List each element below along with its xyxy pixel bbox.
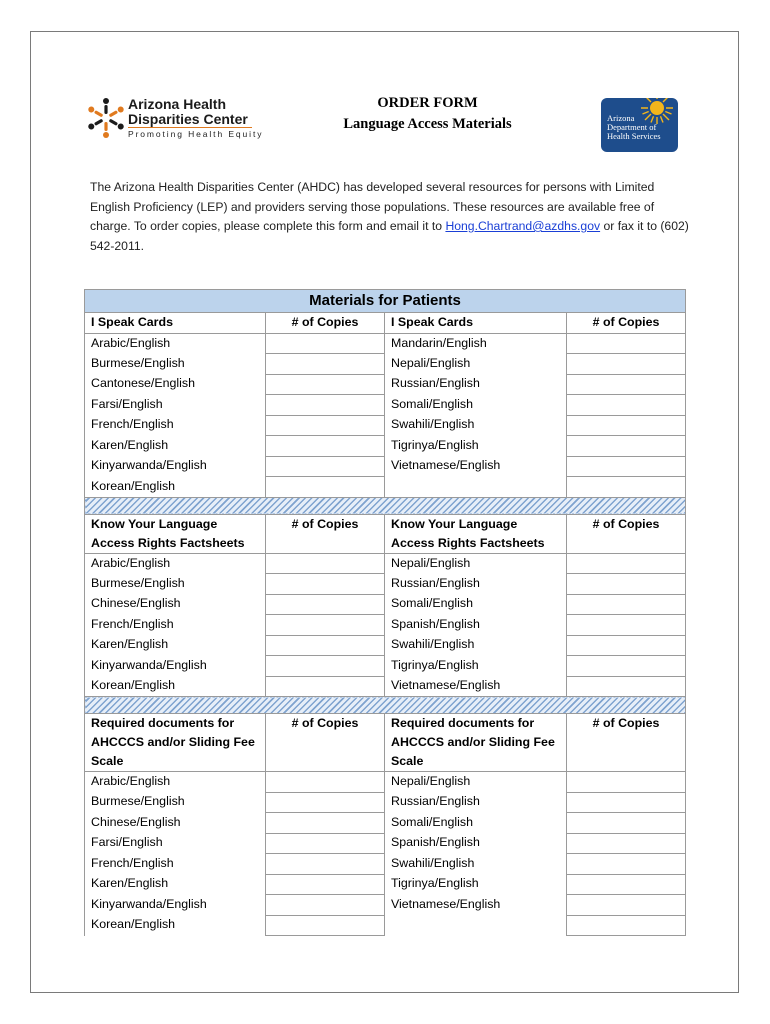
- language-item: Nepali/English: [385, 553, 567, 574]
- copies-field[interactable]: [266, 792, 385, 813]
- language-item: Tigrinya/English: [385, 436, 567, 457]
- language-item: Spanish/English: [385, 833, 567, 854]
- ahdc-logo: [86, 96, 266, 146]
- language-item: Burmese/English: [85, 792, 266, 813]
- copies-field[interactable]: [266, 854, 385, 875]
- adhs-name: [607, 114, 661, 141]
- language-item: Vietnamese/English: [385, 456, 567, 477]
- materials-table: [84, 289, 686, 936]
- table-row: [85, 833, 686, 854]
- intro-text-end: or fax it to (602) 542-2011.: [90, 219, 689, 253]
- copies-field[interactable]: [266, 676, 385, 697]
- copies-field[interactable]: [266, 574, 385, 595]
- table-row: [85, 915, 686, 936]
- tagline-rule: [128, 127, 252, 128]
- copies-field[interactable]: [567, 615, 686, 636]
- table-row: [85, 395, 686, 416]
- language-item: French/English: [85, 854, 266, 875]
- language-item: Swahili/English: [385, 635, 567, 656]
- adhs-line2: Department of: [607, 122, 657, 132]
- copies-field[interactable]: [567, 436, 686, 457]
- copies-field[interactable]: [266, 436, 385, 457]
- copies-field[interactable]: [567, 792, 686, 813]
- copies-field[interactable]: [567, 374, 686, 395]
- language-item: Chinese/English: [85, 594, 266, 615]
- section-divider: [85, 497, 686, 514]
- language-item: Arabic/English: [85, 553, 266, 574]
- language-item: Korean/English: [85, 915, 266, 936]
- copies-header-right: # of Copies: [567, 313, 686, 334]
- copies-header-left: # of Copies: [266, 714, 385, 772]
- language-item: Russian/English: [385, 574, 567, 595]
- intro-text: The Arizona Health Disparities Center (AHDC) has developed several resources for persons with Limited English Proficiency (LEP) and providers serving those populations. These resources are available free of charge. To order copies, please complete this form and email it to: [90, 180, 655, 233]
- copies-header-left: # of Copies: [266, 514, 385, 553]
- language-item: Korean/English: [85, 676, 266, 697]
- org-name-line1: Arizona Health: [128, 96, 227, 112]
- language-item: Karen/English: [85, 874, 266, 895]
- table-row: [85, 792, 686, 813]
- table-row: [85, 436, 686, 457]
- org-name: [128, 97, 248, 127]
- table-row: [85, 574, 686, 595]
- form-title: ORDER FORM: [377, 95, 478, 111]
- copies-header-right: # of Copies: [567, 714, 686, 772]
- language-item: [385, 915, 567, 936]
- copies-field[interactable]: [567, 395, 686, 416]
- language-item: Nepali/English: [385, 354, 567, 375]
- language-item: Russian/English: [385, 792, 567, 813]
- copies-field[interactable]: [266, 354, 385, 375]
- copies-field[interactable]: [266, 477, 385, 498]
- language-item: Mandarin/English: [385, 333, 567, 354]
- section-title-right: Required documents for AHCCCS and/or Sliding Fee Scale: [385, 714, 567, 772]
- section-header-row: [85, 714, 686, 772]
- copies-field[interactable]: [567, 854, 686, 875]
- language-item: Spanish/English: [385, 615, 567, 636]
- copies-field[interactable]: [266, 874, 385, 895]
- table-row: [85, 477, 686, 498]
- language-item: Tigrinya/English: [385, 656, 567, 677]
- table-row: [85, 333, 686, 354]
- table-banner: Materials for Patients: [85, 290, 686, 313]
- copies-header-right: # of Copies: [567, 514, 686, 553]
- language-item: Farsi/English: [85, 395, 266, 416]
- copies-field[interactable]: [567, 656, 686, 677]
- adhs-logo: [601, 98, 678, 152]
- section-header-row: [85, 313, 686, 334]
- copies-field[interactable]: [567, 895, 686, 916]
- hatch-band: [85, 697, 686, 714]
- copies-field[interactable]: [266, 615, 385, 636]
- copies-field[interactable]: [567, 594, 686, 615]
- table-row: [85, 635, 686, 656]
- copies-field[interactable]: [567, 553, 686, 574]
- copies-field[interactable]: [266, 895, 385, 916]
- language-item: Arabic/English: [85, 333, 266, 354]
- copies-field[interactable]: [567, 772, 686, 793]
- form-title-block: [300, 93, 555, 135]
- language-item: Vietnamese/English: [385, 676, 567, 697]
- copies-field[interactable]: [266, 594, 385, 615]
- language-item: Chinese/English: [85, 813, 266, 834]
- copies-field[interactable]: [567, 333, 686, 354]
- table-row: [85, 656, 686, 677]
- form-subtitle: Language Access Materials: [343, 116, 512, 132]
- copies-field[interactable]: [567, 635, 686, 656]
- copies-field[interactable]: [567, 833, 686, 854]
- adhs-line3: Health Services: [607, 131, 661, 141]
- copies-field[interactable]: [567, 915, 686, 936]
- adhs-line1: Arizona: [607, 113, 635, 123]
- language-item: Farsi/English: [85, 833, 266, 854]
- intro-paragraph: [90, 178, 690, 256]
- language-item: Kinyarwanda/English: [85, 656, 266, 677]
- table-row: [85, 594, 686, 615]
- section-title-left: I Speak Cards: [85, 313, 266, 334]
- language-item: Somali/English: [385, 594, 567, 615]
- table-row: [85, 874, 686, 895]
- copies-header-left: # of Copies: [266, 313, 385, 334]
- language-item: Swahili/English: [385, 854, 567, 875]
- copies-field[interactable]: [266, 833, 385, 854]
- table-row: [85, 895, 686, 916]
- section-title-left: Know Your Language Access Rights Factsheets: [85, 514, 266, 553]
- copies-field[interactable]: [266, 456, 385, 477]
- copies-field[interactable]: [266, 772, 385, 793]
- language-item: Vietnamese/English: [385, 895, 567, 916]
- email-link[interactable]: Hong.Chartrand@azdhs.gov: [445, 219, 601, 233]
- section-header-row: [85, 514, 686, 553]
- language-item: Somali/English: [385, 395, 567, 416]
- table-row: [85, 374, 686, 395]
- table-row: [85, 415, 686, 436]
- language-item: Kinyarwanda/English: [85, 456, 266, 477]
- language-item: Russian/English: [385, 374, 567, 395]
- banner-row: [85, 290, 686, 313]
- copies-field[interactable]: [567, 415, 686, 436]
- table-row: [85, 615, 686, 636]
- copies-field[interactable]: [266, 395, 385, 416]
- language-item: Somali/English: [385, 813, 567, 834]
- table-row: [85, 854, 686, 875]
- section-title-right: I Speak Cards: [385, 313, 567, 334]
- copies-field[interactable]: [266, 915, 385, 936]
- copies-field[interactable]: [567, 477, 686, 498]
- copies-field[interactable]: [567, 574, 686, 595]
- table-row: [85, 354, 686, 375]
- copies-field[interactable]: [567, 676, 686, 697]
- section-title-left: Required documents for AHCCCS and/or Sliding Fee Scale: [85, 714, 266, 772]
- org-tagline: Promoting Health Equity: [128, 129, 264, 139]
- copies-field[interactable]: [266, 553, 385, 574]
- table-row: [85, 456, 686, 477]
- language-item: French/English: [85, 615, 266, 636]
- section-title-right: Know Your Language Access Rights Factsheets: [385, 514, 567, 553]
- language-item: Karen/English: [85, 436, 266, 457]
- copies-field[interactable]: [567, 354, 686, 375]
- table-row: [85, 676, 686, 697]
- copies-field[interactable]: [567, 456, 686, 477]
- language-item: Kinyarwanda/English: [85, 895, 266, 916]
- language-item: Cantonese/English: [85, 374, 266, 395]
- language-item: Burmese/English: [85, 574, 266, 595]
- language-item: French/English: [85, 415, 266, 436]
- section-divider: [85, 697, 686, 714]
- language-item: Karen/English: [85, 635, 266, 656]
- language-item: [385, 477, 567, 498]
- language-item: Arabic/English: [85, 772, 266, 793]
- copies-field[interactable]: [266, 333, 385, 354]
- hatch-band: [85, 497, 686, 514]
- ahdc-people-icon: [86, 96, 126, 140]
- language-item: Burmese/English: [85, 354, 266, 375]
- copies-field[interactable]: [567, 874, 686, 895]
- copies-field[interactable]: [266, 415, 385, 436]
- copies-field[interactable]: [266, 656, 385, 677]
- language-item: Korean/English: [85, 477, 266, 498]
- language-item: Tigrinya/English: [385, 874, 567, 895]
- language-item: Swahili/English: [385, 415, 567, 436]
- org-name-line2: Disparities Center: [128, 111, 248, 127]
- copies-field[interactable]: [266, 813, 385, 834]
- table-row: [85, 772, 686, 793]
- table-row: [85, 553, 686, 574]
- language-item: Nepali/English: [385, 772, 567, 793]
- copies-field[interactable]: [567, 813, 686, 834]
- table-row: [85, 813, 686, 834]
- copies-field[interactable]: [266, 374, 385, 395]
- copies-field[interactable]: [266, 635, 385, 656]
